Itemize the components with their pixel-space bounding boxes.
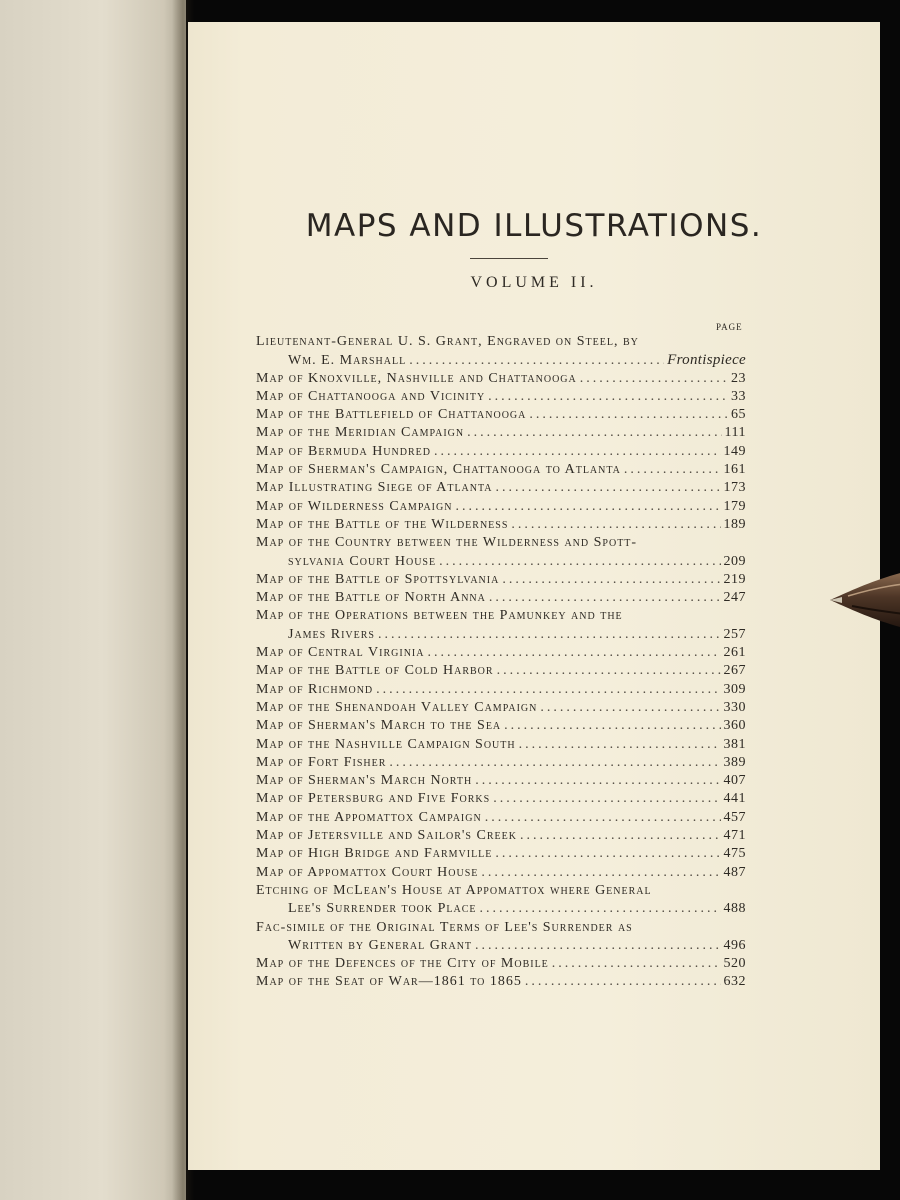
entry-line	[256, 351, 746, 369]
entry-title: Map of Richmond	[256, 681, 374, 697]
entry-title: Etching of McLean's House at Appomattox where General	[256, 882, 652, 898]
entry-title: Map of the Battlefield of Chattanooga	[256, 407, 527, 423]
contents-entry	[256, 845, 746, 863]
entry-title: Map of Fort Fisher	[256, 754, 387, 770]
entry-line	[256, 919, 746, 937]
entry-title: Map of Petersburg and Five Forks	[256, 791, 491, 807]
page-number: 309	[723, 681, 746, 697]
entry-line	[256, 589, 746, 607]
contents-entry	[256, 955, 746, 973]
entry-line	[256, 827, 746, 845]
entry-line	[256, 736, 746, 754]
page-number: 161	[723, 462, 746, 478]
entry-line	[256, 681, 746, 699]
dot-leader	[434, 443, 721, 461]
contents-entry	[256, 607, 746, 644]
entry-title: Map of the Battle of Spottsylvania	[256, 571, 500, 587]
entry-title: Written by General Grant	[288, 937, 473, 953]
dot-leader	[520, 827, 721, 845]
dot-leader	[529, 406, 728, 424]
contents-entry	[256, 717, 746, 735]
entry-line	[256, 809, 746, 827]
entry-title: Map of the Shenandoah Valley Campaign	[256, 699, 538, 715]
page-number: 330	[723, 699, 746, 715]
page-number: 381	[723, 736, 746, 752]
entry-line	[256, 571, 746, 589]
contents-entry	[256, 424, 746, 442]
entry-title: Map of the Meridian Campaign	[256, 425, 465, 441]
contents-entry	[256, 571, 746, 589]
entry-title: Map of the Appomattox Campaign	[256, 809, 482, 825]
dot-leader	[624, 461, 721, 479]
entry-line	[256, 443, 746, 461]
entry-title: Map Illustrating Siege of Atlanta	[256, 480, 493, 496]
contents-list	[256, 333, 746, 992]
entry-title: Lieutenant-General U. S. Grant, Engraved on Steel, by	[256, 334, 639, 349]
page-column-label: PAGE	[716, 322, 743, 332]
page-number: 65	[731, 407, 746, 423]
page-number: 33	[731, 388, 746, 404]
page-number: Frontispiece	[667, 352, 746, 369]
page-number: 111	[724, 425, 746, 441]
page-number: 360	[723, 718, 746, 734]
dot-leader	[502, 571, 720, 589]
dot-leader	[540, 699, 720, 717]
entry-title: Map of the Defences of the City of Mobile	[256, 956, 549, 972]
contents-entry	[256, 479, 746, 497]
contents-entry	[256, 534, 746, 571]
dot-leader	[427, 644, 720, 662]
entry-line	[256, 772, 746, 790]
entry-title: Wm. E. Marshall	[288, 353, 407, 369]
contents-entry	[256, 790, 746, 808]
contents-entry	[256, 681, 746, 699]
dot-leader	[475, 937, 720, 955]
entry-title: Map of the Nashville Campaign South	[256, 736, 516, 752]
dot-leader	[378, 626, 721, 644]
page-number: 520	[723, 956, 746, 972]
page-number: 488	[723, 901, 746, 917]
contents-entry	[256, 406, 746, 424]
contents-entry	[256, 736, 746, 754]
entry-title: Map of High Bridge and Farmville	[256, 846, 493, 862]
entry-line	[256, 955, 746, 973]
entry-line	[256, 333, 746, 351]
contents-entry	[256, 461, 746, 479]
entry-line	[256, 900, 746, 918]
contents-entry	[256, 516, 746, 534]
entry-title: Map of Bermuda Hundred	[256, 443, 431, 459]
contents-entry	[256, 699, 746, 717]
entry-title: Map of Knoxville, Nashville and Chattanooga	[256, 370, 577, 386]
page-number: 219	[723, 571, 746, 587]
dot-leader	[511, 516, 720, 534]
page-number: 149	[723, 443, 746, 459]
entry-title: sylvania Court House	[288, 553, 437, 569]
dot-leader	[475, 772, 720, 790]
contents-entry	[256, 754, 746, 772]
entry-line	[256, 516, 746, 534]
page-number: 179	[723, 498, 746, 514]
entry-line	[256, 553, 746, 571]
page-number: 247	[723, 590, 746, 606]
contents-entry	[256, 882, 746, 919]
page-number: 267	[723, 663, 746, 679]
page-title: MAPS AND ILLUSTRATIONS.	[305, 208, 763, 244]
entry-line	[256, 845, 746, 863]
dot-leader	[495, 845, 720, 863]
entry-title: Map of the Country between the Wilderness and Spott-	[256, 535, 638, 551]
entry-line	[256, 754, 746, 772]
dot-leader	[489, 589, 721, 607]
entry-line	[256, 717, 746, 735]
entry-line	[256, 973, 746, 991]
page-number: 407	[723, 773, 746, 789]
entry-title: Map of Sherman's March North	[256, 773, 473, 789]
entry-title: Map of the Seat of War—1861 to 1865	[256, 974, 522, 990]
contents-entry	[256, 827, 746, 845]
entry-title: Map of the Battle of the Wilderness	[256, 516, 509, 532]
contents-entry	[256, 919, 746, 956]
entry-line	[256, 406, 746, 424]
entry-title: Map of the Battle of Cold Harbor	[256, 663, 494, 679]
entry-title: Map of Appomattox Court House	[256, 864, 479, 880]
entry-line	[256, 370, 746, 388]
entry-title: Map of Central Virginia	[256, 645, 425, 661]
dot-leader	[455, 498, 720, 516]
page-number: 487	[723, 864, 746, 880]
entry-line	[256, 937, 746, 955]
page-number: 441	[723, 791, 746, 807]
dot-leader	[552, 955, 721, 973]
dot-leader	[488, 388, 728, 406]
page-number: 389	[723, 754, 746, 770]
contents-entry	[256, 333, 746, 370]
entry-title: Fac-simile of the Original Terms of Lee's Surrender as	[256, 919, 633, 935]
right-page	[188, 22, 880, 1170]
dot-leader	[496, 479, 721, 497]
left-page	[0, 0, 186, 1200]
entry-line	[256, 790, 746, 808]
entry-line	[256, 626, 746, 644]
entry-line	[256, 662, 746, 680]
contents-entry	[256, 498, 746, 516]
dot-leader	[525, 973, 721, 991]
entry-line	[256, 388, 746, 406]
page-number: 457	[723, 809, 746, 825]
dot-leader	[497, 662, 721, 680]
page-number: 471	[723, 828, 746, 844]
entry-line	[256, 498, 746, 516]
page-number: 173	[723, 480, 746, 496]
dot-leader	[580, 370, 728, 388]
contents-entry	[256, 662, 746, 680]
entry-line	[256, 699, 746, 717]
entry-title: Map of Sherman's Campaign, Chattanooga to Atlanta	[256, 462, 621, 478]
entry-line	[256, 479, 746, 497]
dot-leader	[481, 864, 720, 882]
page-number: 496	[723, 937, 746, 953]
contents-entry	[256, 443, 746, 461]
dot-leader	[409, 352, 664, 369]
entry-title: Map of Jetersville and Sailor's Creek	[256, 828, 517, 844]
page-number: 632	[723, 974, 746, 990]
dot-leader	[439, 553, 720, 571]
dot-leader	[493, 790, 720, 808]
entry-line	[256, 644, 746, 662]
contents-entry	[256, 388, 746, 406]
entry-title: Map of Wilderness Campaign	[256, 498, 453, 514]
dot-leader	[519, 736, 721, 754]
contents-entry	[256, 589, 746, 607]
contents-entry	[256, 644, 746, 662]
entry-title: Map of Chattanooga and Vicinity	[256, 388, 486, 404]
dot-leader	[467, 424, 721, 442]
entry-line	[256, 864, 746, 882]
entry-title: Lee's Surrender took Place	[288, 901, 477, 917]
page-number: 257	[723, 626, 746, 642]
dot-leader	[376, 681, 720, 699]
entry-title: James Rivers	[288, 626, 375, 642]
entry-title: Map of the Operations between the Pamunkey and the	[256, 608, 623, 624]
contents-entry	[256, 370, 746, 388]
page-number: 475	[723, 846, 746, 862]
entry-line	[256, 424, 746, 442]
page-number: 261	[723, 645, 746, 661]
page-number: 209	[723, 553, 746, 569]
entry-line	[256, 607, 746, 625]
contents-entry	[256, 809, 746, 827]
volume-heading: VOLUME II.	[470, 274, 598, 291]
entry-line	[256, 461, 746, 479]
dot-leader	[480, 900, 721, 918]
page-number: 23	[731, 370, 746, 386]
dot-leader	[504, 717, 720, 735]
title-rule	[470, 258, 548, 259]
entry-title: Map of Sherman's March to the Sea	[256, 718, 502, 734]
page-number: 189	[723, 516, 746, 532]
contents-entry	[256, 772, 746, 790]
contents-entry	[256, 864, 746, 882]
entry-line	[256, 534, 746, 552]
dot-leader	[485, 809, 721, 827]
entry-line	[256, 882, 746, 900]
entry-title: Map of the Battle of North Anna	[256, 590, 486, 606]
contents-entry	[256, 973, 746, 991]
pen-bookmark-icon	[828, 572, 900, 628]
dot-leader	[389, 754, 720, 772]
